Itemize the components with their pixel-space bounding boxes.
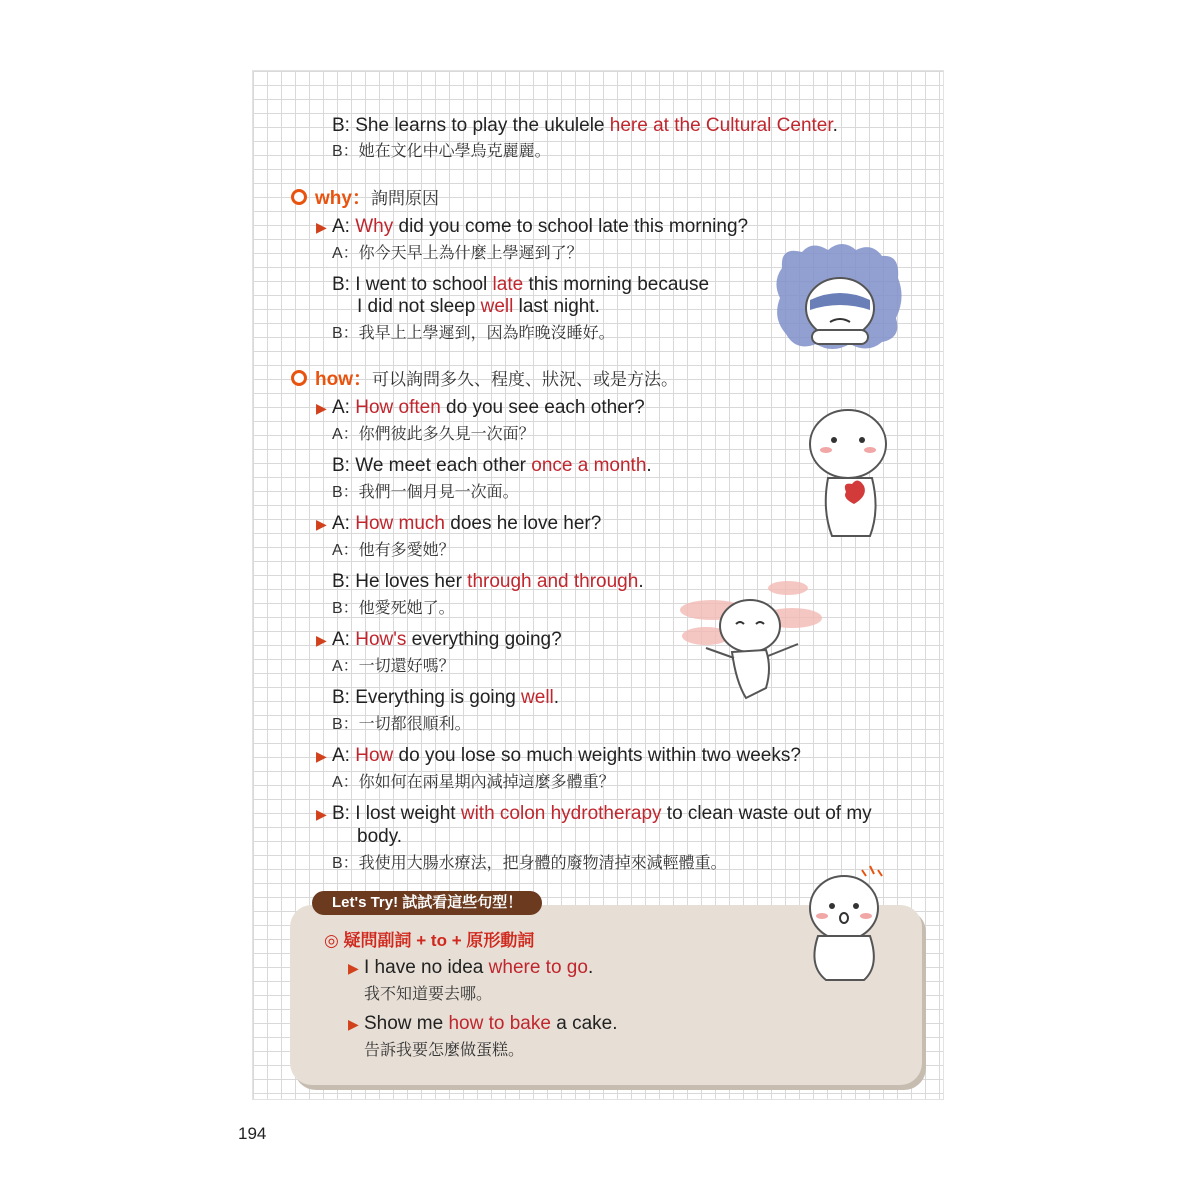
lets-try-example-1-chinese: 我不知道要去哪。 xyxy=(364,986,493,1003)
heart-character-illustration xyxy=(802,400,900,542)
why-heading: why：詢問原因 xyxy=(291,188,439,210)
how-item-2-b-english: B: He loves her through and through. xyxy=(332,571,644,592)
how-item-1-a-chinese: A：你們彼此多久見一次面？ xyxy=(332,426,535,443)
why-a-chinese: A：你今天早上為什麼上學遲到了？ xyxy=(332,245,583,262)
how-item-1-a-english: ▶ A: How often do you see each other? xyxy=(316,397,645,418)
how-heading: how：可以詢問多久、程度、狀況、或是方法。 xyxy=(291,369,678,391)
intro-b-english: B: She learns to play the ukulele here at the Cultural Center. xyxy=(332,115,838,136)
how-item-1-b-chinese: B：我們一個月見一次面。 xyxy=(332,484,519,501)
how-last-b-chinese: B：我使用大腸水療法，把身體的廢物清掉來減輕體重。 xyxy=(332,855,727,872)
triangle-right-icon: ▶ xyxy=(316,632,327,648)
page-number: 194 xyxy=(238,1124,267,1143)
bullet-icon xyxy=(291,189,307,205)
lets-try-example-2-chinese: 告訴我要怎麼做蛋糕。 xyxy=(364,1042,525,1059)
lets-try-tab: Let's Try! 試試看這些句型！ xyxy=(312,891,542,915)
intro-b-chinese: B：她在文化中心學烏克麗麗。 xyxy=(332,143,551,160)
triangle-right-icon: ▶ xyxy=(316,748,327,764)
how-item-3-b-english: B: Everything is going well. xyxy=(332,687,560,708)
surprised-character-illustration xyxy=(804,862,888,990)
triangle-right-icon: ▶ xyxy=(348,1016,359,1032)
sad-character-illustration xyxy=(772,238,908,356)
triangle-right-icon: ▶ xyxy=(316,806,327,822)
how-last-b-english-2: body. xyxy=(357,826,403,847)
lets-try-example-2-english: ▶ Show me how to bake a cake. xyxy=(348,1013,618,1034)
how-last-b-english-1: ▶ B: I lost weight with colon hydrotherapy to clean waste out of my xyxy=(316,803,872,824)
triangle-right-icon: ▶ xyxy=(316,516,327,532)
triangle-right-icon: ▶ xyxy=(348,960,359,976)
why-b-english-1: B: I went to school late this morning because xyxy=(332,274,710,295)
triangle-right-icon: ▶ xyxy=(316,219,327,235)
how-item-3-a-chinese: A：一切還好嗎？ xyxy=(332,658,455,675)
lets-try-subtitle: ◎ 疑問副詞 + to + 原形動詞 xyxy=(324,931,535,950)
triangle-right-icon: ▶ xyxy=(316,400,327,416)
why-b-english-2: I did not sleep well last night. xyxy=(357,296,600,317)
how-item-3-b-chinese: B：一切都很順利。 xyxy=(332,716,471,733)
happy-character-illustration xyxy=(676,578,828,718)
how-item-2-a-english: ▶ A: How much does he love her? xyxy=(316,513,602,534)
how-item-3-a-english: ▶ A: How's everything going? xyxy=(316,629,562,650)
bullet-icon xyxy=(291,370,307,386)
how-item-2-b-chinese: B：他愛死她了。 xyxy=(332,600,455,617)
how-item-1-b-english: B: We meet each other once a month. xyxy=(332,455,652,476)
why-b-chinese: B：我早上上學遲到，因為昨晚沒睡好。 xyxy=(332,325,615,342)
why-a-english: ▶ A: Why did you come to school late this morning? xyxy=(316,216,749,237)
how-last-a-english: ▶ A: How do you lose so much weights within two weeks? xyxy=(316,745,801,766)
how-last-a-chinese: A：你如何在兩星期內減掉這麼多體重？ xyxy=(332,774,615,791)
lets-try-example-1-english: ▶ I have no idea where to go. xyxy=(348,957,594,978)
how-item-2-a-chinese: A：他有多愛她？ xyxy=(332,542,455,559)
